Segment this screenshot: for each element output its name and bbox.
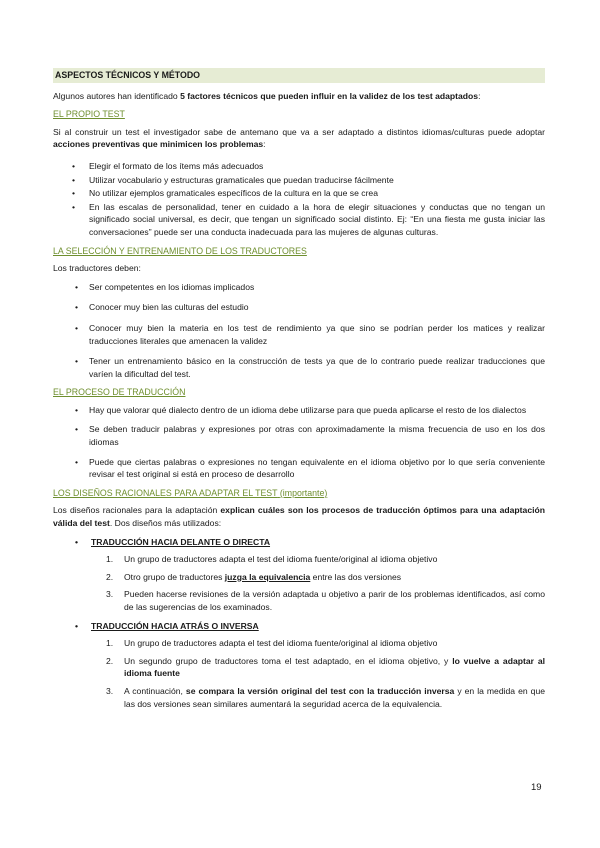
disenos-paragraph <box>53 504 545 529</box>
step-text-end: entre las dos versiones <box>310 571 402 582</box>
list-item: • Hay que valorar qué dialecto dentro de un idioma debe utilizarse para que pueda aplicarse el resto de los dialectos <box>53 404 545 417</box>
step-number: 1. <box>106 554 114 565</box>
heading-propio-test: EL PROPIO TEST <box>53 109 125 120</box>
intro-bold: 5 factores técnicos que pueden influir en la validez de los test adaptados <box>180 90 479 101</box>
step-bold: juzga la equivalencia <box>224 571 311 582</box>
list-item: • Conocer muy bien la materia en los test de rendimiento ya que sino se podrían perder los matices y realizar traducciones literales que amenacen la validez <box>53 322 545 347</box>
propio-test-paragraph <box>53 126 545 151</box>
step-item <box>53 685 545 710</box>
step-item <box>53 637 545 650</box>
heading-traductores: LA SELECCIÓN Y ENTRENAMIENTO DE LOS TRADUCTORES <box>53 245 307 256</box>
method-directa <box>53 536 545 614</box>
list-item: • Tener un entrenamiento básico en la construcción de tests ya que de lo contrario puede realizar traducciones que varíen la dificultad del test. <box>53 355 545 380</box>
inversa-steps <box>53 637 545 710</box>
step-number: 3. <box>106 685 114 696</box>
section-title: ASPECTOS TÉCNICOS Y MÉTODO <box>53 68 545 83</box>
step-text: Otro grupo de traductores <box>124 571 225 582</box>
list-item: • Utilizar vocabulario y estructuras gramaticales que puedan traducirse fácilmente <box>53 174 545 187</box>
heading-disenos <box>53 487 545 500</box>
propio-test-bold: acciones preventivas que minimicen los problemas <box>53 139 264 150</box>
step-number: 3. <box>106 589 114 600</box>
propio-test-text: Si al construir un test el investigador sabe de antemano que va a ser adaptado a distintos idiomas/culturas puede adoptar <box>53 126 545 137</box>
page-number: 19 <box>531 782 542 793</box>
proceso-list <box>53 404 545 481</box>
step-text: Un grupo de traductores adapta el test del idioma fuente/original al idioma objetivo <box>124 554 438 565</box>
disenos-heading-text: LOS DISEÑOS RACIONALES PARA ADAPTAR EL TEST <box>53 487 278 498</box>
disenos-end: . Dos diseños más utilizados: <box>109 518 222 529</box>
step-text-end: y en la medida en que las dos versiones sean similares aumentará la seguridad acerca de la equivalencia. <box>124 685 545 709</box>
step-text: Un segundo grupo de traductores toma el test adaptado, en el idioma objetivo, y <box>124 655 453 666</box>
page-content <box>53 68 545 716</box>
list-item: • Conocer muy bien las culturas del estudio <box>53 301 545 314</box>
propio-test-list <box>53 160 545 239</box>
disenos-bold: explican cuáles son los procesos de traducción óptimos para una adaptación válida del test <box>53 505 545 529</box>
list-item: • En las escalas de personalidad, tener en cuidado a la hora de elegir situaciones y conductas que no tengan un significado social universal, es decir, que tengan un significado social distinto. Ej: “En una fiesta me gusta iniciar las conversaciones” puede ser una conducta inadecuada para las mujeres de algunas culturas. <box>53 201 545 239</box>
step-bold: lo vuelve a adaptar al idioma fuente <box>124 655 545 679</box>
step-number: 2. <box>106 655 114 666</box>
list-item: • Se deben traducir palabras y expresiones por otras con aproximadamente la misma frecuencia de uso en los dos idiomas <box>53 423 545 448</box>
traductores-paragraph: Los traductores deben: <box>53 263 141 274</box>
list-item: • Elegir el formato de los ítems más adecuados <box>53 160 545 173</box>
intro-paragraph <box>53 90 545 103</box>
traductores-list <box>53 281 545 381</box>
step-item <box>53 553 545 566</box>
step-item <box>53 655 545 680</box>
method-title-inversa: • TRADUCCIÓN HACIA ATRÁS O INVERSA <box>53 620 545 633</box>
method-inversa <box>53 620 545 711</box>
step-number: 1. <box>106 638 114 649</box>
disenos-text: Los diseños racionales para la adaptación <box>53 505 221 516</box>
propio-test-end: : <box>263 139 266 150</box>
step-item <box>53 571 545 584</box>
list-item: • Puede que ciertas palabras o expresiones no tengan equivalente en el idioma objetivo por lo que sería conveniente revisar el test original si está en proceso de desarrollo <box>53 456 545 481</box>
intro-text: Algunos autores han identificado <box>53 90 181 101</box>
step-text: A continuación, <box>124 685 186 696</box>
step-item <box>53 588 545 613</box>
intro-end: : <box>478 90 481 101</box>
step-bold: se compara la versión original del test con la traducción inversa <box>185 685 455 696</box>
list-item: • Ser competentes en los idiomas implicados <box>53 281 545 294</box>
list-item: • No utilizar ejemplos gramaticales específicos de la cultura en la que se crea <box>53 187 545 200</box>
disenos-heading-note: (importante) <box>279 487 328 498</box>
directa-steps <box>53 553 545 613</box>
step-text: Pueden hacerse revisiones de la versión adaptada u objetivo a parir de los problemas identificados, así como de las sugerencias de los examinados. <box>124 589 545 612</box>
step-text: Un grupo de traductores adapta el test del idioma fuente/original al idioma objetivo <box>124 638 438 649</box>
method-title-directa: • TRADUCCIÓN HACIA DELANTE O DIRECTA <box>53 536 545 549</box>
heading-proceso: EL PROCESO DE TRADUCCIÓN <box>53 387 186 398</box>
step-number: 2. <box>106 571 114 582</box>
